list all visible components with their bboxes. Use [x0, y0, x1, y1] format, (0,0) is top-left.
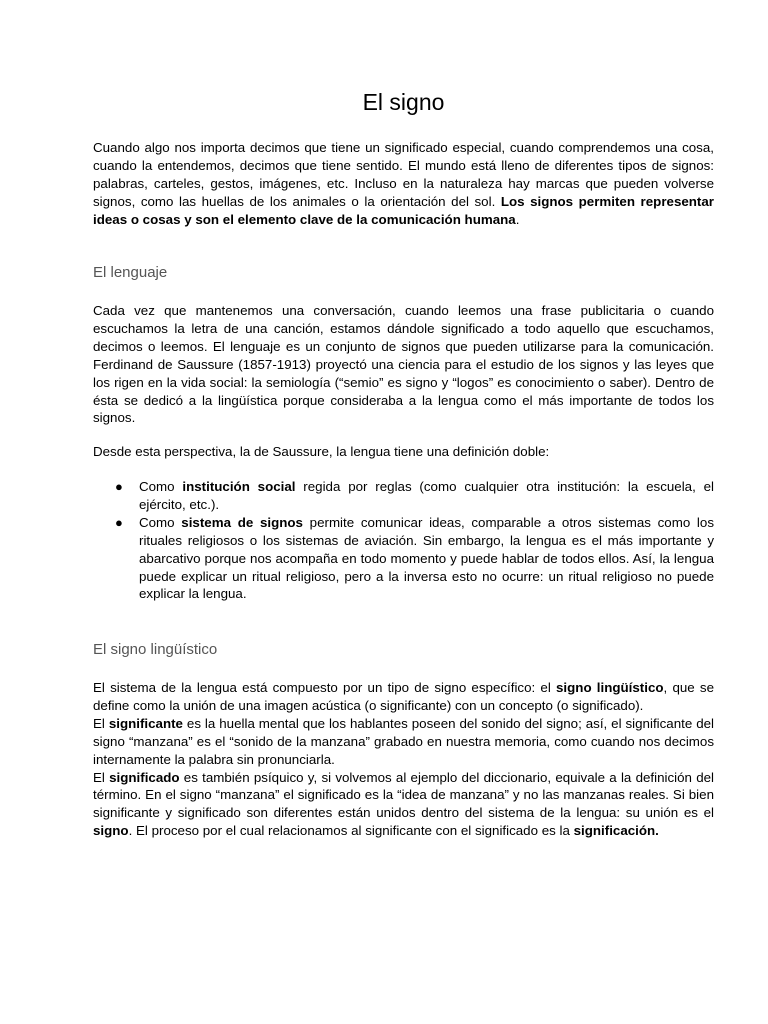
paragraph-text: , que se define como la unión de una imagen acústica (o significante) con un concepto (o significado). — [93, 680, 714, 713]
paragraph-bold: significado — [109, 769, 180, 785]
paragraph-text: El — [93, 769, 110, 785]
paragraph-text: El sistema de la lengua está compuesto por un tipo de signo específico: el — [93, 680, 557, 695]
intro-end: . — [515, 211, 520, 227]
list-item — [93, 514, 714, 604]
list-item-bold: sistema de signos — [181, 514, 303, 530]
paragraph-text: El — [93, 715, 109, 731]
section-heading-signo-linguistico: El signo lingüístico — [93, 641, 218, 658]
paragraph-text: . El proceso por el cual relacionamos al significante con el significado es la — [128, 823, 574, 839]
signo-linguistico-body — [93, 679, 714, 840]
paragraph-text: es la huella mental que los hablantes poseen del sonido del signo; así, el significante del signo “manzana” es el “sonido de la manzana” grabado en nuestra memoria, como cuando nos decimos internamente la palabra sin pronunciarla. — [93, 715, 715, 767]
lenguaje-paragraph-1: Cada vez que mantenemos una conversación, cuando leemos una frase publicitaria o cuando escuchamos la letra de una canción, estamos dándole significado a todo aquello que escuchamos, decimos o leemos. El lenguaje es un conjunto de signos que pueden utilizarse para la comunicación. Ferdinand de Saussure (1857-1913) proyectó una ciencia para el estudio de los signos y las leyes que los rigen en la vida social: la semiología (“semio” es signo y “logos” es conocimiento o saber). Dentro de ésta se dedicó a la lingüística porque consideraba a la lengua como el más importante de todos los signos. — [93, 303, 714, 426]
list-item-bold: institución social — [182, 479, 296, 494]
signo-paragraph-3 — [93, 769, 714, 841]
signo-paragraph-1 — [93, 679, 714, 715]
paragraph-bold: signo — [93, 823, 129, 839]
paragraph-bold: signo lingüístico — [556, 680, 664, 695]
intro-text: Cuando algo nos importa decimos que tiene un significado especial, cuando comprendemos una cosa, cuando la entendemos, decimos que tiene sentido. El mundo está lleno de diferentes tipos de signos: palabras, carteles, gestos, imágenes, etc. Incluso en la naturaleza hay marcas que pueden volverse signos, como las huellas de los animales o la orientación del sol. — [93, 140, 714, 209]
bullet-icon: ● — [115, 514, 123, 530]
list-item-text: regida por reglas (como cualquier otra institución: la escuela, el ejército, etc.). — [139, 479, 714, 512]
list-item-text: permite comunicar ideas, comparable a otros sistemas como los rituales religiosos o los sistemas de aviación. Sin embargo, la lengua es el más importante y abarcativo porque nos acompaña en todo momento y puede hablar de todos ellos. Así, la lengua puede explicar un ritual religioso, pero a la inversa esto no ocurre: un ritual religioso no puede explicar la lengua. — [139, 514, 714, 602]
section-heading-lenguaje: El lenguaje — [93, 264, 168, 281]
definition-list — [93, 478, 714, 603]
paragraph-bold: significante — [108, 715, 183, 731]
intro-paragraph — [93, 139, 714, 229]
paragraph-text: es también psíquico y, si volvemos al ejemplo del diccionario, equivale a la definición del término. En el signo “manzana” el significado es la “idea de manzana” y no las manzanas reales. Si bien significante y significado son diferentes están unidos dentro del sistema de la lengua: su unión es el — [93, 769, 715, 821]
list-item-text: Como — [139, 479, 183, 494]
list-item — [93, 478, 714, 514]
bullet-icon: ● — [115, 479, 123, 494]
list-item-text: Como — [139, 514, 182, 530]
paragraph-bold: significación. — [573, 823, 659, 839]
document-title: El signo — [362, 89, 445, 115]
intro-bold-text: Los signos permiten representar ideas o cosas y son el elemento clave de la comunicación humana — [93, 193, 714, 227]
signo-paragraph-2 — [93, 715, 714, 769]
lenguaje-paragraph-2: Desde esta perspectiva, la de Saussure, la lengua tiene una definición doble: — [93, 444, 550, 459]
